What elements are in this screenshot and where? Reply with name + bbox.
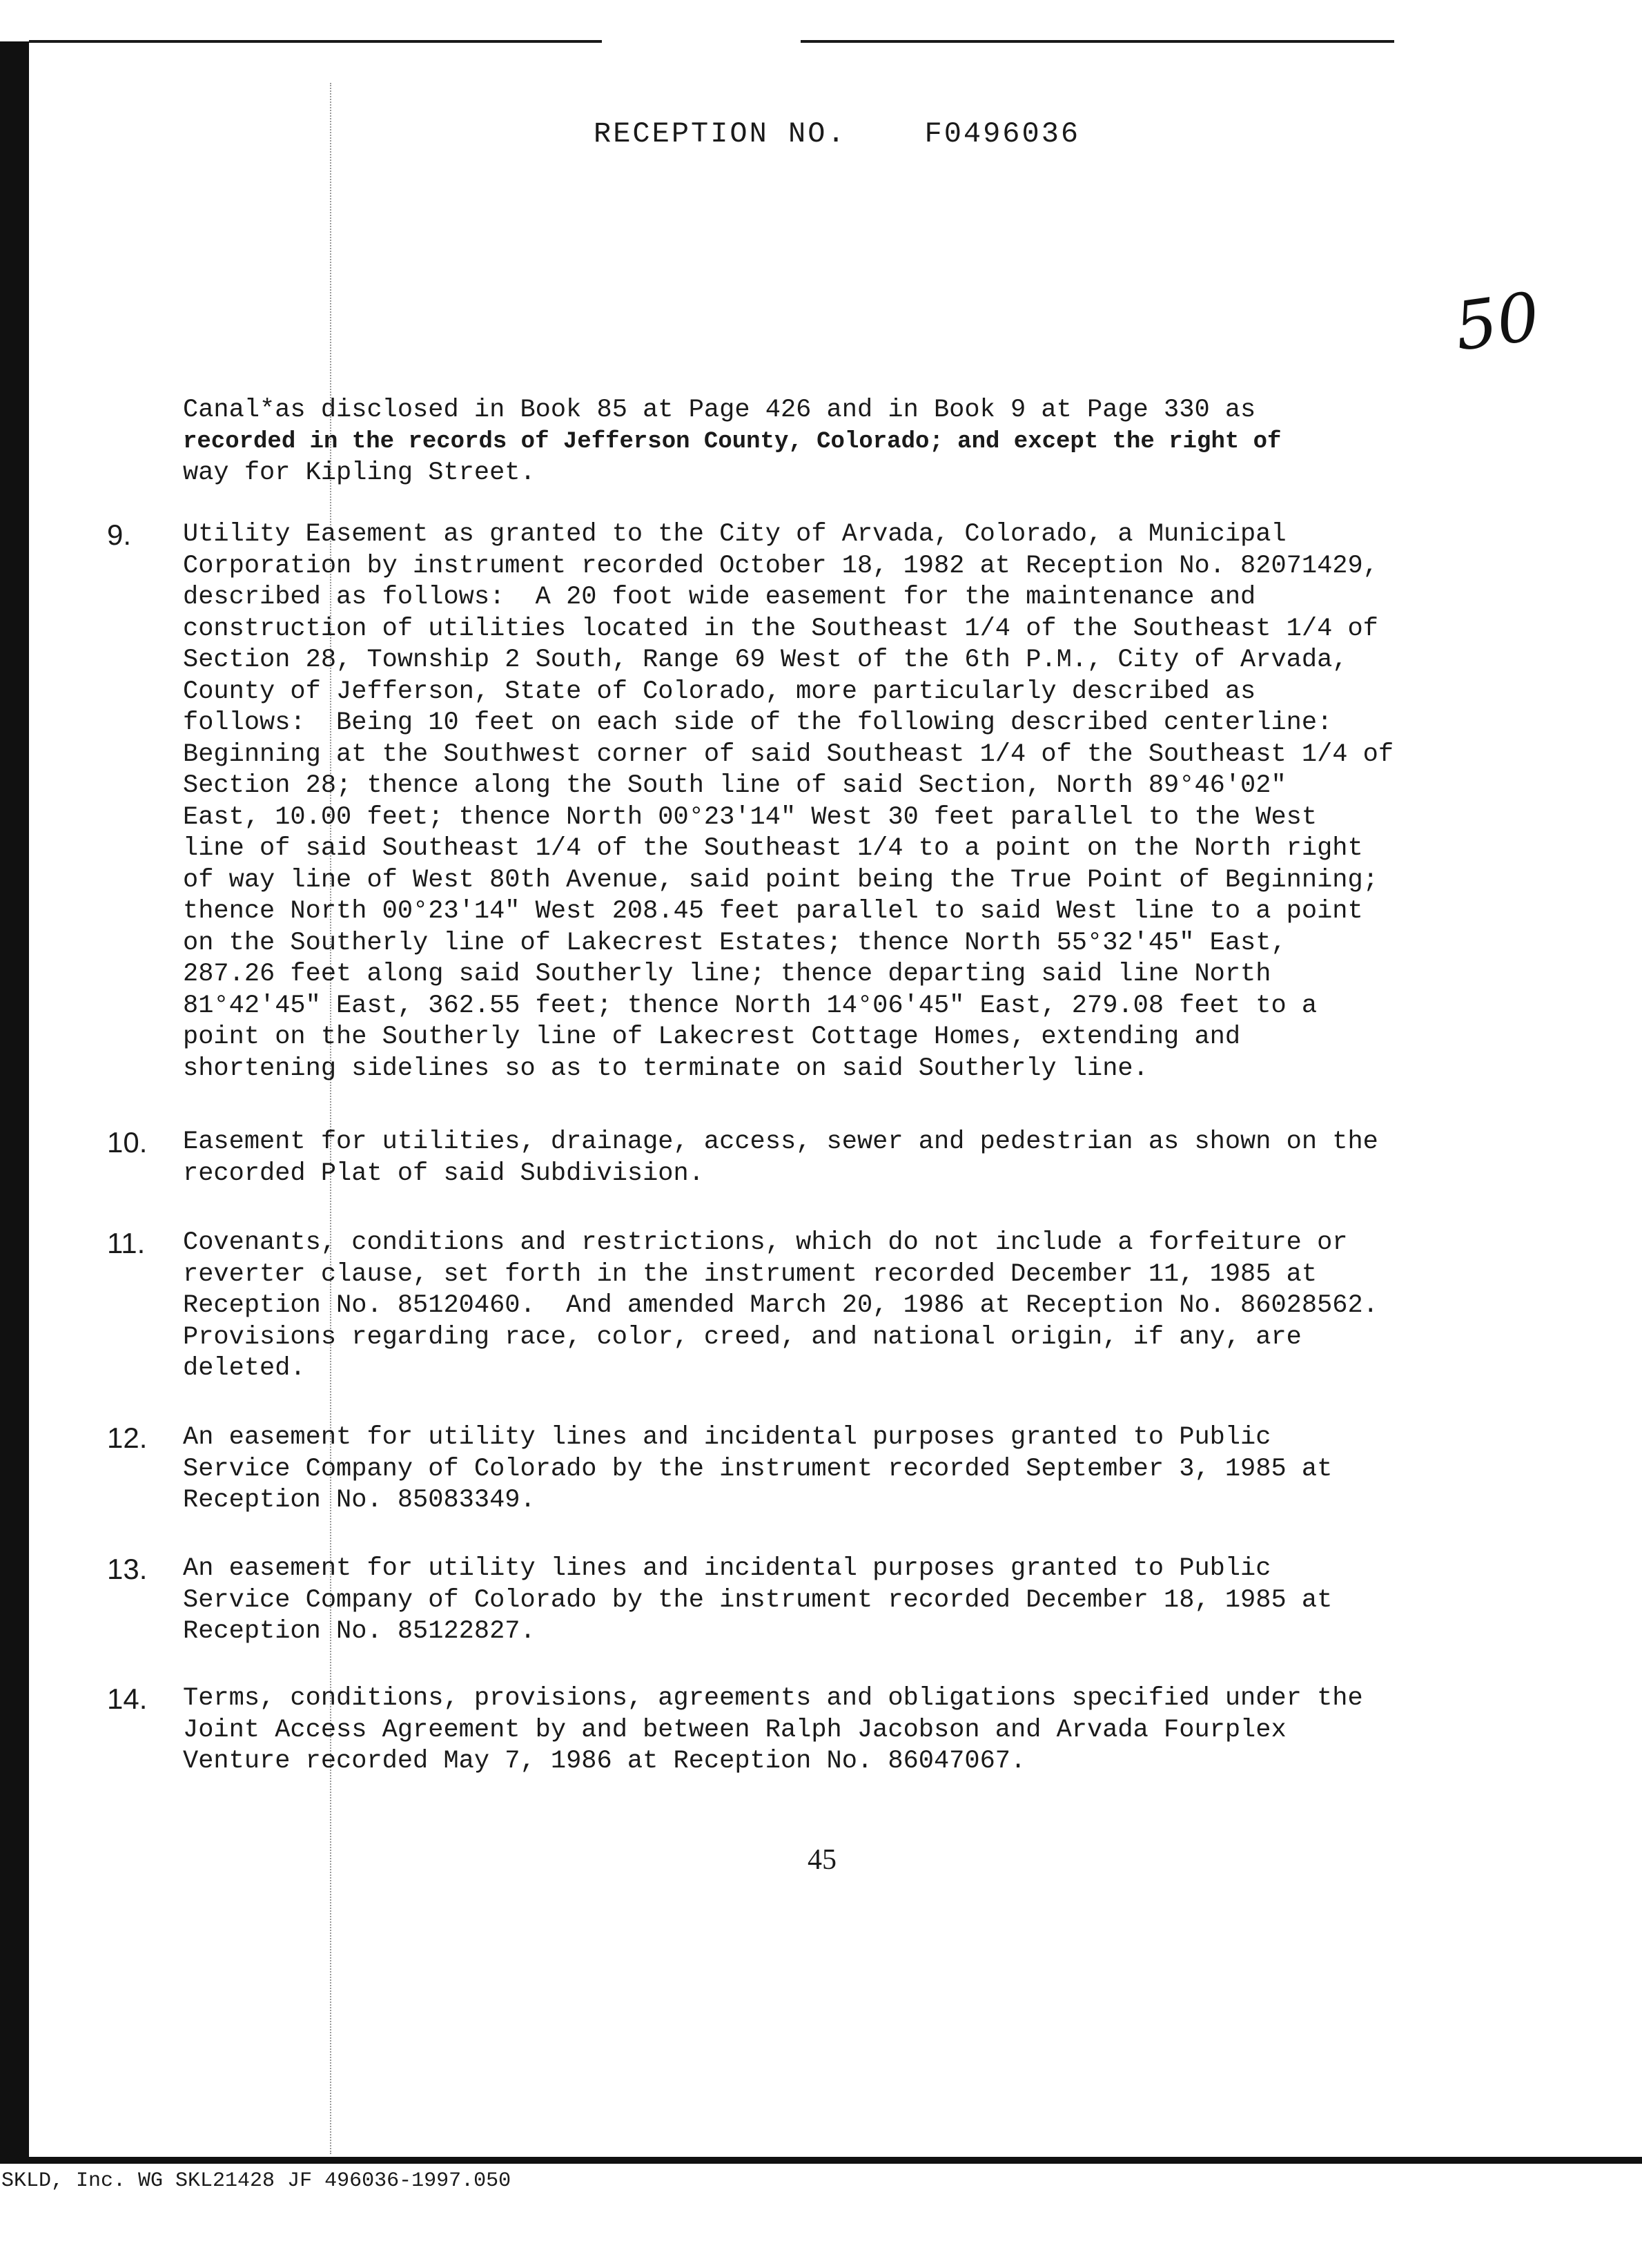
fold-line (330, 83, 331, 2154)
item-line: follows: Being 10 feet on each side of the following described centerline: (183, 708, 1333, 737)
item-number: 10. (107, 1126, 148, 1159)
item-body (183, 1422, 1529, 1517)
item-line: Service Company of Colorado by the instrument recorded December 18, 1985 at (183, 1585, 1333, 1615)
item-body (183, 519, 1529, 1085)
top-rule-right (801, 40, 1394, 43)
item-line: construction of utilities located in the Southeast 1/4 of the Southeast 1/4 of (183, 614, 1378, 643)
item-body (183, 1228, 1529, 1385)
item-line: Reception No. 85120460. And amended March 20, 1986 at Reception No. 86028562. (183, 1291, 1378, 1320)
item-line: Service Company of Colorado by the instrument recorded September 3, 1985 at (183, 1454, 1333, 1484)
item-line: Provisions regarding race, color, creed, and national origin, if any, are (183, 1322, 1302, 1352)
intro-paragraph (183, 395, 1494, 490)
item-line: Reception No. 85122827. (183, 1617, 536, 1646)
reception-number: F0496036 (924, 117, 1081, 151)
item-line: Easement for utilities, drainage, access, sewer and pedestrian as shown on the (183, 1127, 1378, 1156)
item-line: line of said Southeast 1/4 of the Southeast 1/4 to a point on the North right (183, 834, 1363, 863)
intro-line: recorded in the records of Jefferson County, Colorado; and except the right of (183, 428, 1282, 455)
item-number: 14. (107, 1683, 148, 1715)
item-number: 11. (107, 1227, 146, 1259)
item-line: Terms, conditions, provisions, agreements and obligations specified under the (183, 1684, 1363, 1713)
item-line: Utility Easement as granted to the City of Arvada, Colorado, a Municipal (183, 520, 1287, 549)
reception-header (594, 117, 1080, 151)
item-line: Corporation by instrument recorded October 18, 1982 at Reception No. 82071429, (183, 551, 1378, 581)
item-line: thence North 00°23'14" West 208.45 feet parallel to said West line to a point (183, 897, 1363, 926)
item-line: of way line of West 80th Avenue, said point being the True Point of Beginning; (183, 865, 1378, 895)
item-line: on the Southerly line of Lakecrest Estates; thence North 55°32'45" East, (183, 928, 1287, 958)
item-line: shortening sidelines so as to terminate on said Southerly line. (183, 1054, 1149, 1083)
top-rule-left (29, 40, 602, 43)
item-line: reverter clause, set forth in the instrument recorded December 11, 1985 at (183, 1259, 1318, 1289)
item-line: Covenants, conditions and restrictions, which do not include a forfeiture or (183, 1228, 1348, 1257)
item-line: An easement for utility lines and incidental purposes granted to Public (183, 1554, 1271, 1583)
item-line: 81°42'45" East, 362.55 feet; thence North 14°06'45" East, 279.08 feet to a (183, 991, 1318, 1020)
item-line: deleted. (183, 1354, 306, 1383)
intro-line: Canal*as disclosed in Book 85 at Page 426 and in Book 9 at Page 330 as (183, 396, 1256, 425)
item-number: 12. (107, 1422, 148, 1454)
item-line: Reception No. 85083349. (183, 1486, 536, 1515)
item-body (183, 1683, 1529, 1778)
document-footer: SKLD, Inc. WG SKL21428 JF 496036-1997.050 (1, 2169, 511, 2193)
handwritten-page-mark: 50 (1449, 278, 1545, 366)
scan-edge-bar (0, 41, 29, 2161)
item-number: 9. (107, 518, 132, 551)
item-body (183, 1127, 1529, 1190)
page-number: 45 (808, 1844, 837, 1876)
item-line: recorded Plat of said Subdivision. (183, 1159, 704, 1188)
item-line: Section 28, Township 2 South, Range 69 West of the 6th P.M., City of Arvada, (183, 646, 1348, 675)
item-line: Joint Access Agreement by and between Ralph Jacobson and Arvada Fourplex (183, 1715, 1287, 1745)
item-line: An easement for utility lines and incidental purposes granted to Public (183, 1423, 1271, 1452)
bottom-rule (0, 2157, 1642, 2164)
item-line: described as follows: A 20 foot wide easement for the maintenance and (183, 583, 1256, 612)
item-line: point on the Southerly line of Lakecrest Cottage Homes, extending and (183, 1022, 1241, 1051)
item-line: East, 10.00 feet; thence North 00°23'14" West 30 feet parallel to the West (183, 802, 1318, 832)
item-line: Beginning at the Southwest corner of said Southeast 1/4 of the Southeast 1/4 of (183, 739, 1394, 769)
item-line: 287.26 feet along said Southerly line; thence departing said line North (183, 960, 1271, 989)
item-number: 13. (107, 1553, 148, 1585)
item-line: Section 28; thence along the South line of said Section, North 89°46'02" (183, 771, 1287, 800)
intro-line: way for Kipling Street. (183, 458, 536, 487)
item-body (183, 1553, 1529, 1648)
reception-label: RECEPTION NO. (594, 117, 847, 151)
item-line: County of Jefferson, State of Colorado, more particularly described as (183, 677, 1256, 706)
item-line: Venture recorded May 7, 1986 at Reception No. 86047067. (183, 1747, 1026, 1776)
